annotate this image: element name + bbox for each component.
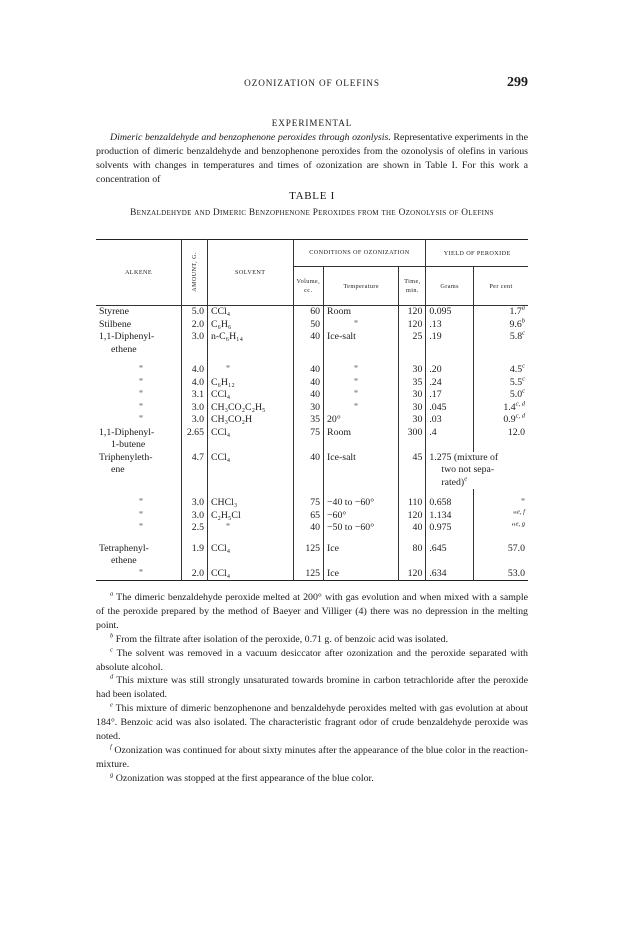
cell-volume: 75 [293,427,323,452]
cell-amount: 2.65 [182,427,208,452]
cell-alkene: " [139,364,143,375]
cell-amount: 4.0 [182,377,208,390]
cell-amount: 3.1 [182,389,208,402]
cell-alkene: Triphenyleth- ene [99,451,153,475]
cell-solvent: CH₃CO₂C₂H₅ [207,402,293,415]
cell-volume: 125 [293,568,323,581]
running-head-title: OZONIZATION OF OLEFINS [244,78,380,88]
table-row [96,510,528,523]
section-title: EXPERIMENTAL [271,118,353,128]
cell-grams: .13 [426,319,474,332]
cell-volume: 40 [293,522,323,535]
cell-alkene: " [139,509,143,521]
cell-solvent: C₂H₅Cl [207,510,293,523]
cell-time: 80 [399,543,426,568]
cell-temperature: −50 to −60° [324,522,399,535]
cell-alkene: " [139,389,143,400]
cell-solvent: CCl₄ [207,543,293,568]
cell-solvent: CCl₄ [207,452,293,490]
cell-volume: 40 [293,364,323,377]
running-head [96,75,528,92]
cell-solvent: n-C₆H₁₄ [207,331,293,356]
cell-temperature: " [324,319,399,332]
table-row [96,497,528,510]
cell-percent: 0.9$^{c, d}$ [474,414,529,427]
header-grams: Grams [426,267,474,306]
table-row [96,319,528,332]
cell-time: 40 [399,522,426,535]
table-label: TABLE I [289,190,335,202]
cell-percent: 9.6$^b$ [474,319,529,332]
cell-time: 120 [399,568,426,581]
cell-percent: 1.7$^a$ [474,306,529,319]
data-table [96,239,528,581]
cell-temperature: Ice [324,543,399,568]
cell-amount: 2.5 [182,522,208,535]
cell-solvent: " [207,364,293,377]
table-row [96,389,528,402]
cell-amount: 3.0 [182,331,208,356]
cell-temperature: Ice-salt [324,452,399,490]
cell-grams: .045 [426,402,474,415]
footnote: $^d$ This mixture was still strongly unsaturated towards bromine in carbon tetrachloride after the peroxide had been isolated. [96,674,528,701]
cell-grams: 0.658 [426,497,474,510]
footnotes [96,591,528,786]
intro-paragraph [96,131,528,187]
cell-percent: "$^{e, f}$ [474,510,529,523]
cell-grams: .03 [426,414,474,427]
cell-volume: 40 [293,377,323,390]
header-alkene: ALKENE [96,240,182,306]
cell-grams: .17 [426,389,474,402]
cell-amount: 3.0 [182,402,208,415]
cell-grams: .645 [426,543,474,568]
cell-alkene: 1,1-Diphenyl- 1-butene [99,426,155,450]
cell-time: 300 [399,427,426,452]
cell-percent: "$^{e, g}$ [474,522,529,535]
cell-temperature: 20° [324,414,399,427]
cell-grams: .4 [426,427,474,452]
cell-amount: 4.7 [182,452,208,490]
cell-solvent: CHCl₃ [207,497,293,510]
cell-alkene: " [139,401,143,413]
cell-temperature: " [324,364,399,377]
cell-time: 120 [399,319,426,332]
cell-time: 120 [399,510,426,523]
cell-temperature: " [324,389,399,402]
intro-italic-lead: Dimeric benzaldehyde and benzophenone peroxides through ozonlysis. [110,132,391,143]
table-row [96,306,528,319]
cell-percent: 53.0 [474,568,529,581]
cell-temperature: −60° [324,510,399,523]
header-percent: Per cent [474,267,529,306]
cell-temperature: −40 to −60° [324,497,399,510]
cell-solvent: C₆H₁₂ [207,377,293,390]
cell-time: 30 [399,364,426,377]
cell-alkene: " [139,567,143,579]
cell-volume: 40 [293,331,323,356]
footnote: $^e$ This mixture of dimeric benzophenone and benzaldehyde peroxides melted with gas evolution at about 184°. Benzoic acid was also isolated. The characteristic fragrant odor of crude benzaldehyde peroxide was noted. [96,701,528,743]
table-row [96,402,528,415]
cell-amount: 1.9 [182,543,208,568]
cell-alkene: " [139,414,143,425]
cell-volume: 65 [293,510,323,523]
table-row [96,568,528,581]
page-number: 299 [507,75,528,90]
cell-time: 30 [399,402,426,415]
cell-volume: 75 [293,497,323,510]
cell-solvent: CH₃CO₂H [207,414,293,427]
cell-volume: 30 [293,402,323,415]
header-yield: YIELD OF PEROXIDE [426,240,528,267]
cell-time: 110 [399,497,426,510]
cell-time: 30 [399,389,426,402]
cell-alkene: " [139,497,143,508]
table-body [96,306,528,581]
cell-percent: 57.0 [474,543,529,568]
table-row [96,414,528,427]
cell-temperature: " [324,377,399,390]
table-row [96,543,528,568]
table-row [96,377,528,390]
table-caption: Benzaldehyde and Dimeric Benzophenone Peroxides from the Ozonolysis of Olefins [130,208,494,218]
cell-grams: .19 [426,331,474,356]
cell-volume: 60 [293,306,323,319]
header-time: Time, min. [399,267,426,306]
cell-time: 120 [399,306,426,319]
cell-alkene: " [139,522,143,533]
footnote: $^c$ The solvent was removed in a vacuum desiccator after ozonization and the peroxide separated with absolute alcohol. [96,646,528,673]
cell-volume: 125 [293,543,323,568]
cell-solvent: C₆H₆ [207,319,293,332]
table-row [96,427,528,452]
cell-amount: 2.0 [182,319,208,332]
header-amount: AMOUNT, G. [182,240,208,306]
header-volume: Volume, cc. [293,267,323,306]
cell-alkene: Styrene [99,306,129,317]
cell-solvent: CCl₄ [207,427,293,452]
cell-temperature: Room [324,306,399,319]
footnote: $^f$ Ozonization was continued for about sixty minutes after the appearance of the blue color in the reaction-mixture. [96,743,528,770]
cell-percent: 5.0$^c$ [474,389,529,402]
cell-alkene: 1,1-Diphenyl- ethene [99,331,155,355]
cell-time: 35 [399,377,426,390]
cell-percent: 4.5$^c$ [474,364,529,377]
intro-text: Representative experiments in the production of dimeric benzaldehyde and benzophenone peroxides from the ozonolysis of olefins in various solvents with changes in temperatures and times of ozonization are shown in Table I. For this work a concentration of [96,132,528,185]
cell-alkene: Tetraphenyl- ethene [99,542,149,566]
cell-amount: 2.0 [182,568,208,581]
cell-volume: 35 [293,414,323,427]
cell-temperature: " [324,402,399,415]
cell-grams: .24 [426,377,474,390]
cell-grams: 0.975 [426,522,474,535]
header-conditions: CONDITIONS OF OZONIZATION [293,240,426,267]
cell-grams: 0.095 [426,306,474,319]
cell-solvent: CCl₄ [207,568,293,581]
cell-volume: 40 [293,389,323,402]
cell-amount: 3.0 [182,497,208,510]
cell-percent: 12.0 [474,427,529,452]
cell-solvent: CCl₄ [207,389,293,402]
cell-time: 30 [399,414,426,427]
cell-percent: " [474,497,529,510]
table-row [96,452,528,490]
cell-percent: 1.4$^{c, d}$ [474,402,529,415]
table-row [96,364,528,377]
cell-solvent: " [207,522,293,535]
header-solvent: SOLVENT [207,240,293,306]
cell-percent: 5.8$^c$ [474,331,529,356]
footnote: $^b$ From the filtrate after isolation of the peroxide, 0.71 g. of benzoic acid was isolated. [110,632,449,645]
cell-temperature: Room [324,427,399,452]
cell-grams: .20 [426,364,474,377]
cell-percent: 5.5$^c$ [474,377,529,390]
cell-yield-merged: 1.275 (mixture of two not sepa- rated)$^e$ [426,452,528,490]
cell-solvent: CCl₄ [207,306,293,319]
cell-temperature: Ice-salt [324,331,399,356]
cell-grams: .634 [426,568,474,581]
cell-time: 25 [399,331,426,356]
cell-amount: 3.0 [182,510,208,523]
table-row [96,522,528,535]
table-row [96,331,528,356]
cell-volume: 50 [293,319,323,332]
cell-temperature: Ice [324,568,399,581]
cell-amount: 5.0 [182,306,208,319]
footnote: $^a$ The dimeric benzaldehyde peroxide melted at 200° with gas evolution and when mixed with a sample of the peroxide prepared by the method of Baeyer and Villiger (4) there was no depression in the melting point. [96,590,528,631]
header-temperature: Temperature [324,267,399,306]
footnote: $^g$ Ozonization was stopped at the first appearance of the blue color. [110,771,374,784]
cell-time: 45 [399,452,426,490]
cell-grams: 1.134 [426,510,474,523]
cell-alkene: " [139,376,143,388]
cell-alkene: Stilbene [99,318,132,330]
cell-amount: 4.0 [182,364,208,377]
cell-volume: 40 [293,452,323,490]
cell-amount: 3.0 [182,414,208,427]
